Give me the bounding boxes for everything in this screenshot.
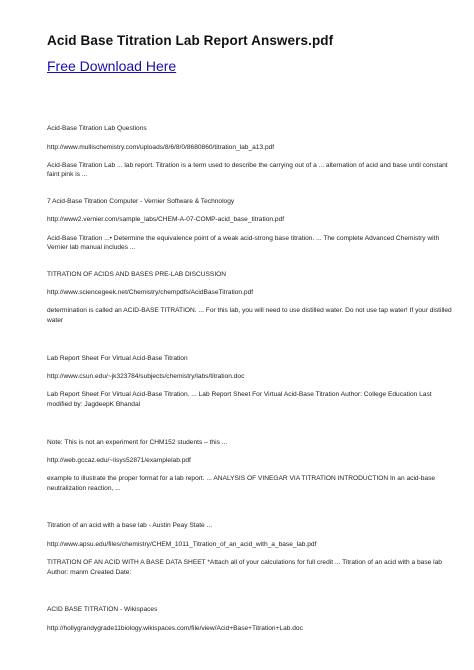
entry-url[interactable]: http://www.csun.edu/~jk323784/subjects/chemistry/labs/titration.doc <box>47 373 245 381</box>
entry-snippet: TITRATION OF AN ACID WITH A BASE DATA SHEET *Attach all of your calculations for full credit ... Titration of an acid with a base lab Author: manm Created Date: <box>47 559 442 576</box>
entry-snippet: determination is called an ACID-BASE TITRATION. ... For this lab, you will need to use distilled water. Do not use tap water! If your distilled water <box>47 307 452 325</box>
entry-title: Lab Report Sheet For Virtual Acid-Base Titration <box>47 354 188 362</box>
entry-url[interactable]: http://web.gccaz.edu/~lisys52871/examplelab.pdf <box>47 457 191 465</box>
entry-title: Note: This is not an experiment for CHM152 students – this ... <box>47 438 228 446</box>
result-list <box>47 124 457 642</box>
entry-snippet: Lab Report Sheet For Virtual Acid-Base Titration. ... Lab Report Sheet For Virtual Acid-Base Titration Author: College Education Last modified by: JagdeepK Bhandal <box>47 391 432 408</box>
entry-title: Acid-Base Titration Lab Questions <box>47 125 147 132</box>
entry-url[interactable]: http://www.sciencegeek.net/Chemistry/chempdfs/AcidBaseTitration.pdf <box>47 289 254 297</box>
list-item <box>47 438 457 494</box>
entry-title: 7 Acid-Base Titration Computer - Vernier Software & Technology <box>47 197 235 205</box>
entry-title: ACID BASE TITRATION - Wikispaces <box>47 606 158 614</box>
entry-url[interactable]: http://www2.vernier.com/sample_labs/CHEM-A-07-COMP-acid_base_titration.pdf <box>47 216 285 224</box>
list-item <box>47 521 457 577</box>
entry-snippet: Acid-Base Titration Lab ... lab report. Titration is a term used to describe the carrying out of a ... alternation of acid and base until constant faint pink is ... <box>47 161 448 179</box>
list-item <box>47 270 457 326</box>
entry-title: TITRATION OF ACIDS AND BASES PRE-LAB DISCUSSION <box>47 270 227 278</box>
entry-title: Titration of an acid with a base lab - Austin Peay State ... <box>47 522 213 530</box>
list-item <box>47 605 457 633</box>
entry-snippet: example to illustrate the proper format for a lab report. ... ANALYSIS OF VINEGAR VIA TITRATION INTRODUCTION In an acid-base neutralization reaction, ... <box>47 475 436 492</box>
entry-url[interactable]: http://www.mullischemistry.com/uploads/8/6/8/0/8680860/titration_lab_a13.pdf <box>47 143 275 151</box>
list-item <box>47 354 457 410</box>
entry-url[interactable]: http://www.apsu.edu/files/chemistry/CHEM_1011_Titration_of_an_acid_with_a_base_lab.pdf <box>47 540 317 548</box>
entry-snippet: Acid-Base Titration ...• Determine the equivalence point of a weak acid-strong base titration. ... The complete Advanced Chemistry with Vernier lab manual includes ... <box>47 234 440 252</box>
list-item <box>47 124 457 180</box>
entry-url[interactable]: http://hollygrandygrade11biology.wikispaces.com/file/view/Acid+Base+Titration+Lab.doc <box>47 624 303 632</box>
free-download-link[interactable]: Free Download Here <box>47 58 177 74</box>
list-item <box>47 197 457 253</box>
page-title: Acid Base Titration Lab Report Answers.pdf <box>47 33 334 48</box>
